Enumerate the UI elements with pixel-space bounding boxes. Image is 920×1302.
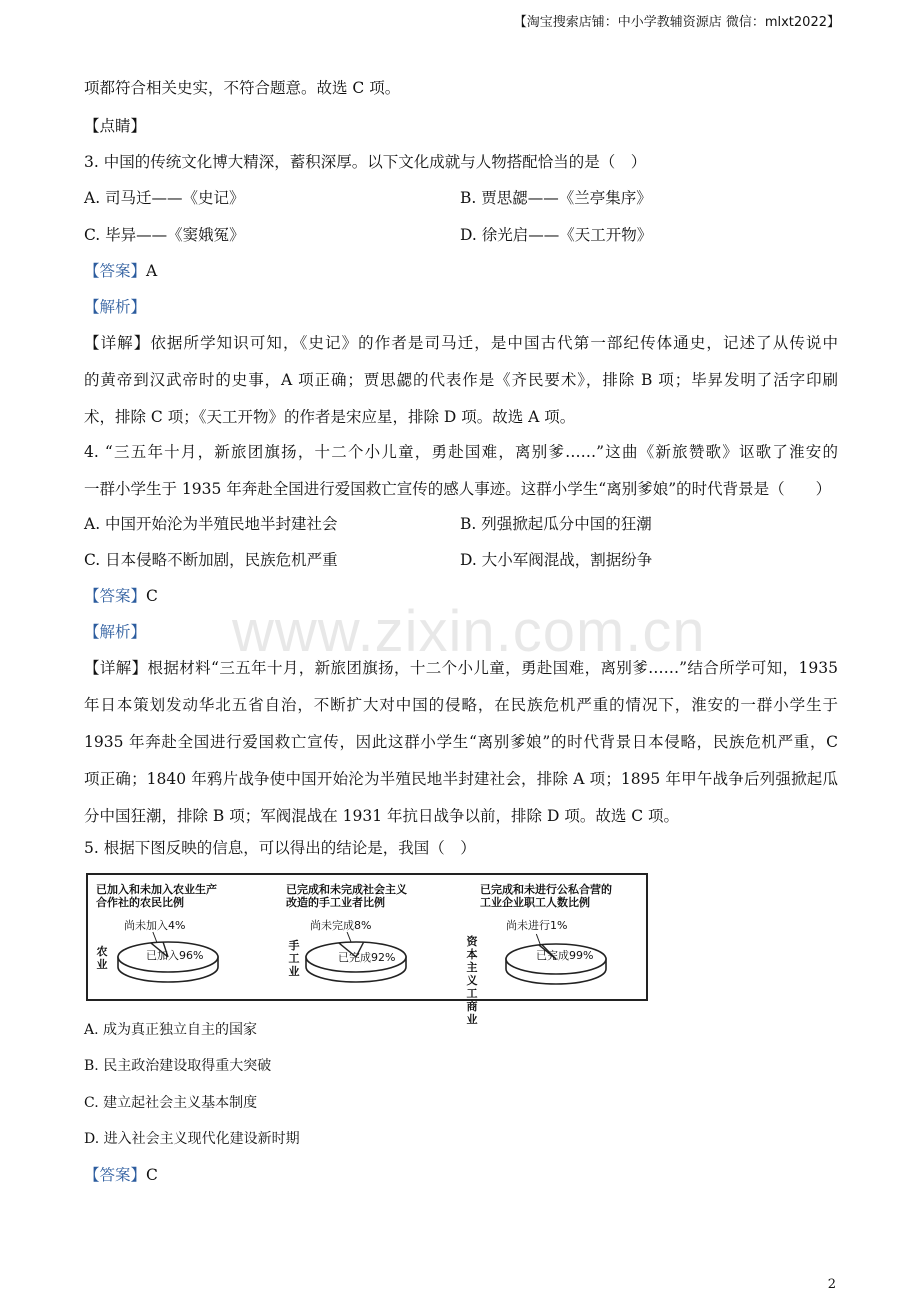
panel-2-sector-label bbox=[288, 939, 300, 978]
q5-answer bbox=[84, 1165, 158, 1185]
panel-3-major-label: 已完成99% bbox=[536, 949, 594, 962]
q3-analysis-label: 【解析】 bbox=[84, 298, 147, 316]
answer-label: 【答案】 bbox=[84, 587, 147, 605]
q5-option-a: A. 成为真正独立自主的国家 bbox=[84, 1022, 258, 1038]
panel-1-sector-label bbox=[96, 945, 108, 971]
q4-option-d: D. 大小军阀混战，割据纷争 bbox=[460, 551, 653, 569]
q4-answer bbox=[84, 586, 158, 606]
q4-option-b: B. 列强掀起瓜分中国的狂潮 bbox=[460, 515, 652, 533]
detail-line: 的黄帝到汉武帝时的史事，A 项正确；贾思勰的代表作是《齐民要术》，排除 B 项；毕昇发明了活字印刷 bbox=[84, 371, 838, 389]
intro-line: 项都符合相关史实，不符合题意。故选 C 项。 bbox=[84, 79, 401, 97]
q3-detail bbox=[84, 333, 838, 444]
panel-2-title-2: 改造的手工业者比例 bbox=[286, 896, 385, 909]
q4-analysis-label: 【解析】 bbox=[84, 623, 147, 641]
q4-option-a: A. 中国开始沦为半殖民地半封建社会 bbox=[84, 515, 338, 533]
answer-value: C bbox=[146, 587, 158, 605]
answer-label: 【答案】 bbox=[84, 262, 147, 280]
q3-option-a: A. 司马迁——《史记》 bbox=[84, 189, 245, 207]
panel-1-title-1: 已加入和未加入农业生产 bbox=[96, 883, 217, 896]
answer-value: C bbox=[146, 1166, 158, 1184]
panel-1-title-2: 合作社的农民比例 bbox=[96, 896, 184, 909]
panel-2-title-1: 已完成和未完成社会主义 bbox=[286, 883, 407, 896]
page-header: 【淘宝搜索店铺：中小学教辅资源店 微信：mlxt2022】 bbox=[513, 15, 840, 30]
detail-line: 分中国狂潮，排除 B 项；军阀混战在 1931 年抗日战争以前，排除 D 项。故选 C 项。 bbox=[84, 807, 680, 825]
q5-option-c: C. 建立起社会主义基本制度 bbox=[84, 1095, 258, 1111]
detail-line: 年日本策划发动华北五省自治，不断扩大对中国的侵略，在民族危机严重的情况下，淮安的一群小学生于 bbox=[84, 696, 838, 714]
page-number: 2 bbox=[827, 1277, 836, 1292]
detail-line: 术，排除 C 项；《天工开物》的作者是宋应星，排除 D 项。故选 A 项。 bbox=[84, 408, 576, 426]
answer-label: 【答案】 bbox=[84, 1166, 147, 1184]
panel-1-major-label: 已加入96% bbox=[146, 949, 204, 962]
q3-stem: 3. 中国的传统文化博大精深，蓄积深厚。以下文化成就与人物搭配恰当的是（ ） bbox=[84, 153, 647, 171]
sector-label-text: 农 业 bbox=[96, 945, 108, 971]
q5-stem: 5. 根据下图反映的信息，可以得出的结论是，我国（ ） bbox=[84, 839, 476, 857]
stem-line: 4. “三五年十月，新旅团旗扬，十二个小儿童，勇赴国难，离别爹……”这曲《新旅赞歌》讴歌了淮安的 bbox=[84, 443, 838, 461]
q3-option-b: B. 贾思勰——《兰亭集序》 bbox=[460, 189, 652, 207]
panel-3-title-2: 工业企业职工人数比例 bbox=[480, 896, 590, 909]
q5-option-d: D. 进入社会主义现代化建设新时期 bbox=[84, 1131, 300, 1147]
stem-line: 一群小学生于 1935 年奔赴全国进行爱国救亡宣传的感人事迹。这群小学生“离别爹娘”的时代背景是（ ） bbox=[84, 480, 832, 498]
pie-leader-line bbox=[347, 932, 351, 942]
q3-option-d: D. 徐光启——《天工开物》 bbox=[460, 226, 653, 244]
panel-3-minor-label: 尚未进行1% bbox=[506, 919, 568, 932]
q3-option-c: C. 毕异——《窦娥冤》 bbox=[84, 226, 245, 244]
q5-option-b: B. 民主政治建设取得重大突破 bbox=[84, 1058, 272, 1074]
q4-stem bbox=[84, 442, 838, 516]
panel-2-major-label: 已完成92% bbox=[338, 951, 396, 964]
answer-value: A bbox=[146, 262, 158, 280]
detail-line: 1935 年奔赴全国进行爱国救亡宣传，因此这群小学生“离别爹娘”的时代背景日本侵略，民族危机严重，C bbox=[84, 733, 838, 751]
panel-2-minor-label: 尚未完成8% bbox=[310, 919, 372, 932]
sector-label-text: 资 本 主 义 工 商 业 bbox=[466, 935, 478, 1026]
panel-1-minor-label: 尚未加入4% bbox=[124, 919, 186, 932]
pie-leader-line bbox=[536, 934, 540, 945]
panel-3-title-1: 已完成和未进行公私合营的 bbox=[480, 883, 612, 896]
q4-detail bbox=[84, 658, 838, 843]
q5-figure bbox=[86, 873, 648, 1026]
panel-3-sector-label bbox=[466, 935, 478, 1026]
detail-line: 【详解】根据材料“三五年十月，新旅团旗扬，十二个小儿童，勇赴国难，离别爹……”结合所学可知，1935 bbox=[84, 659, 838, 677]
q3-answer bbox=[84, 261, 157, 281]
watermark: www.zixin.com.cn bbox=[232, 599, 706, 664]
detail-line: 项正确；1840 年鸦片战争使中国开始沦为半殖民地半封建社会，排除 A 项；1895 年甲午战争后列强掀起瓜 bbox=[84, 770, 838, 788]
detail-line: 【详解】依据所学知识可知，《史记》的作者是司马迁，是中国古代第一部纪传体通史，记述了从传说中 bbox=[84, 334, 838, 352]
dianjing-label: 【点睛】 bbox=[84, 117, 147, 135]
pie-leader-line bbox=[153, 932, 157, 942]
q4-option-c: C. 日本侵略不断加剧，民族危机严重 bbox=[84, 551, 338, 569]
sector-label-text: 手 工 业 bbox=[288, 939, 300, 978]
